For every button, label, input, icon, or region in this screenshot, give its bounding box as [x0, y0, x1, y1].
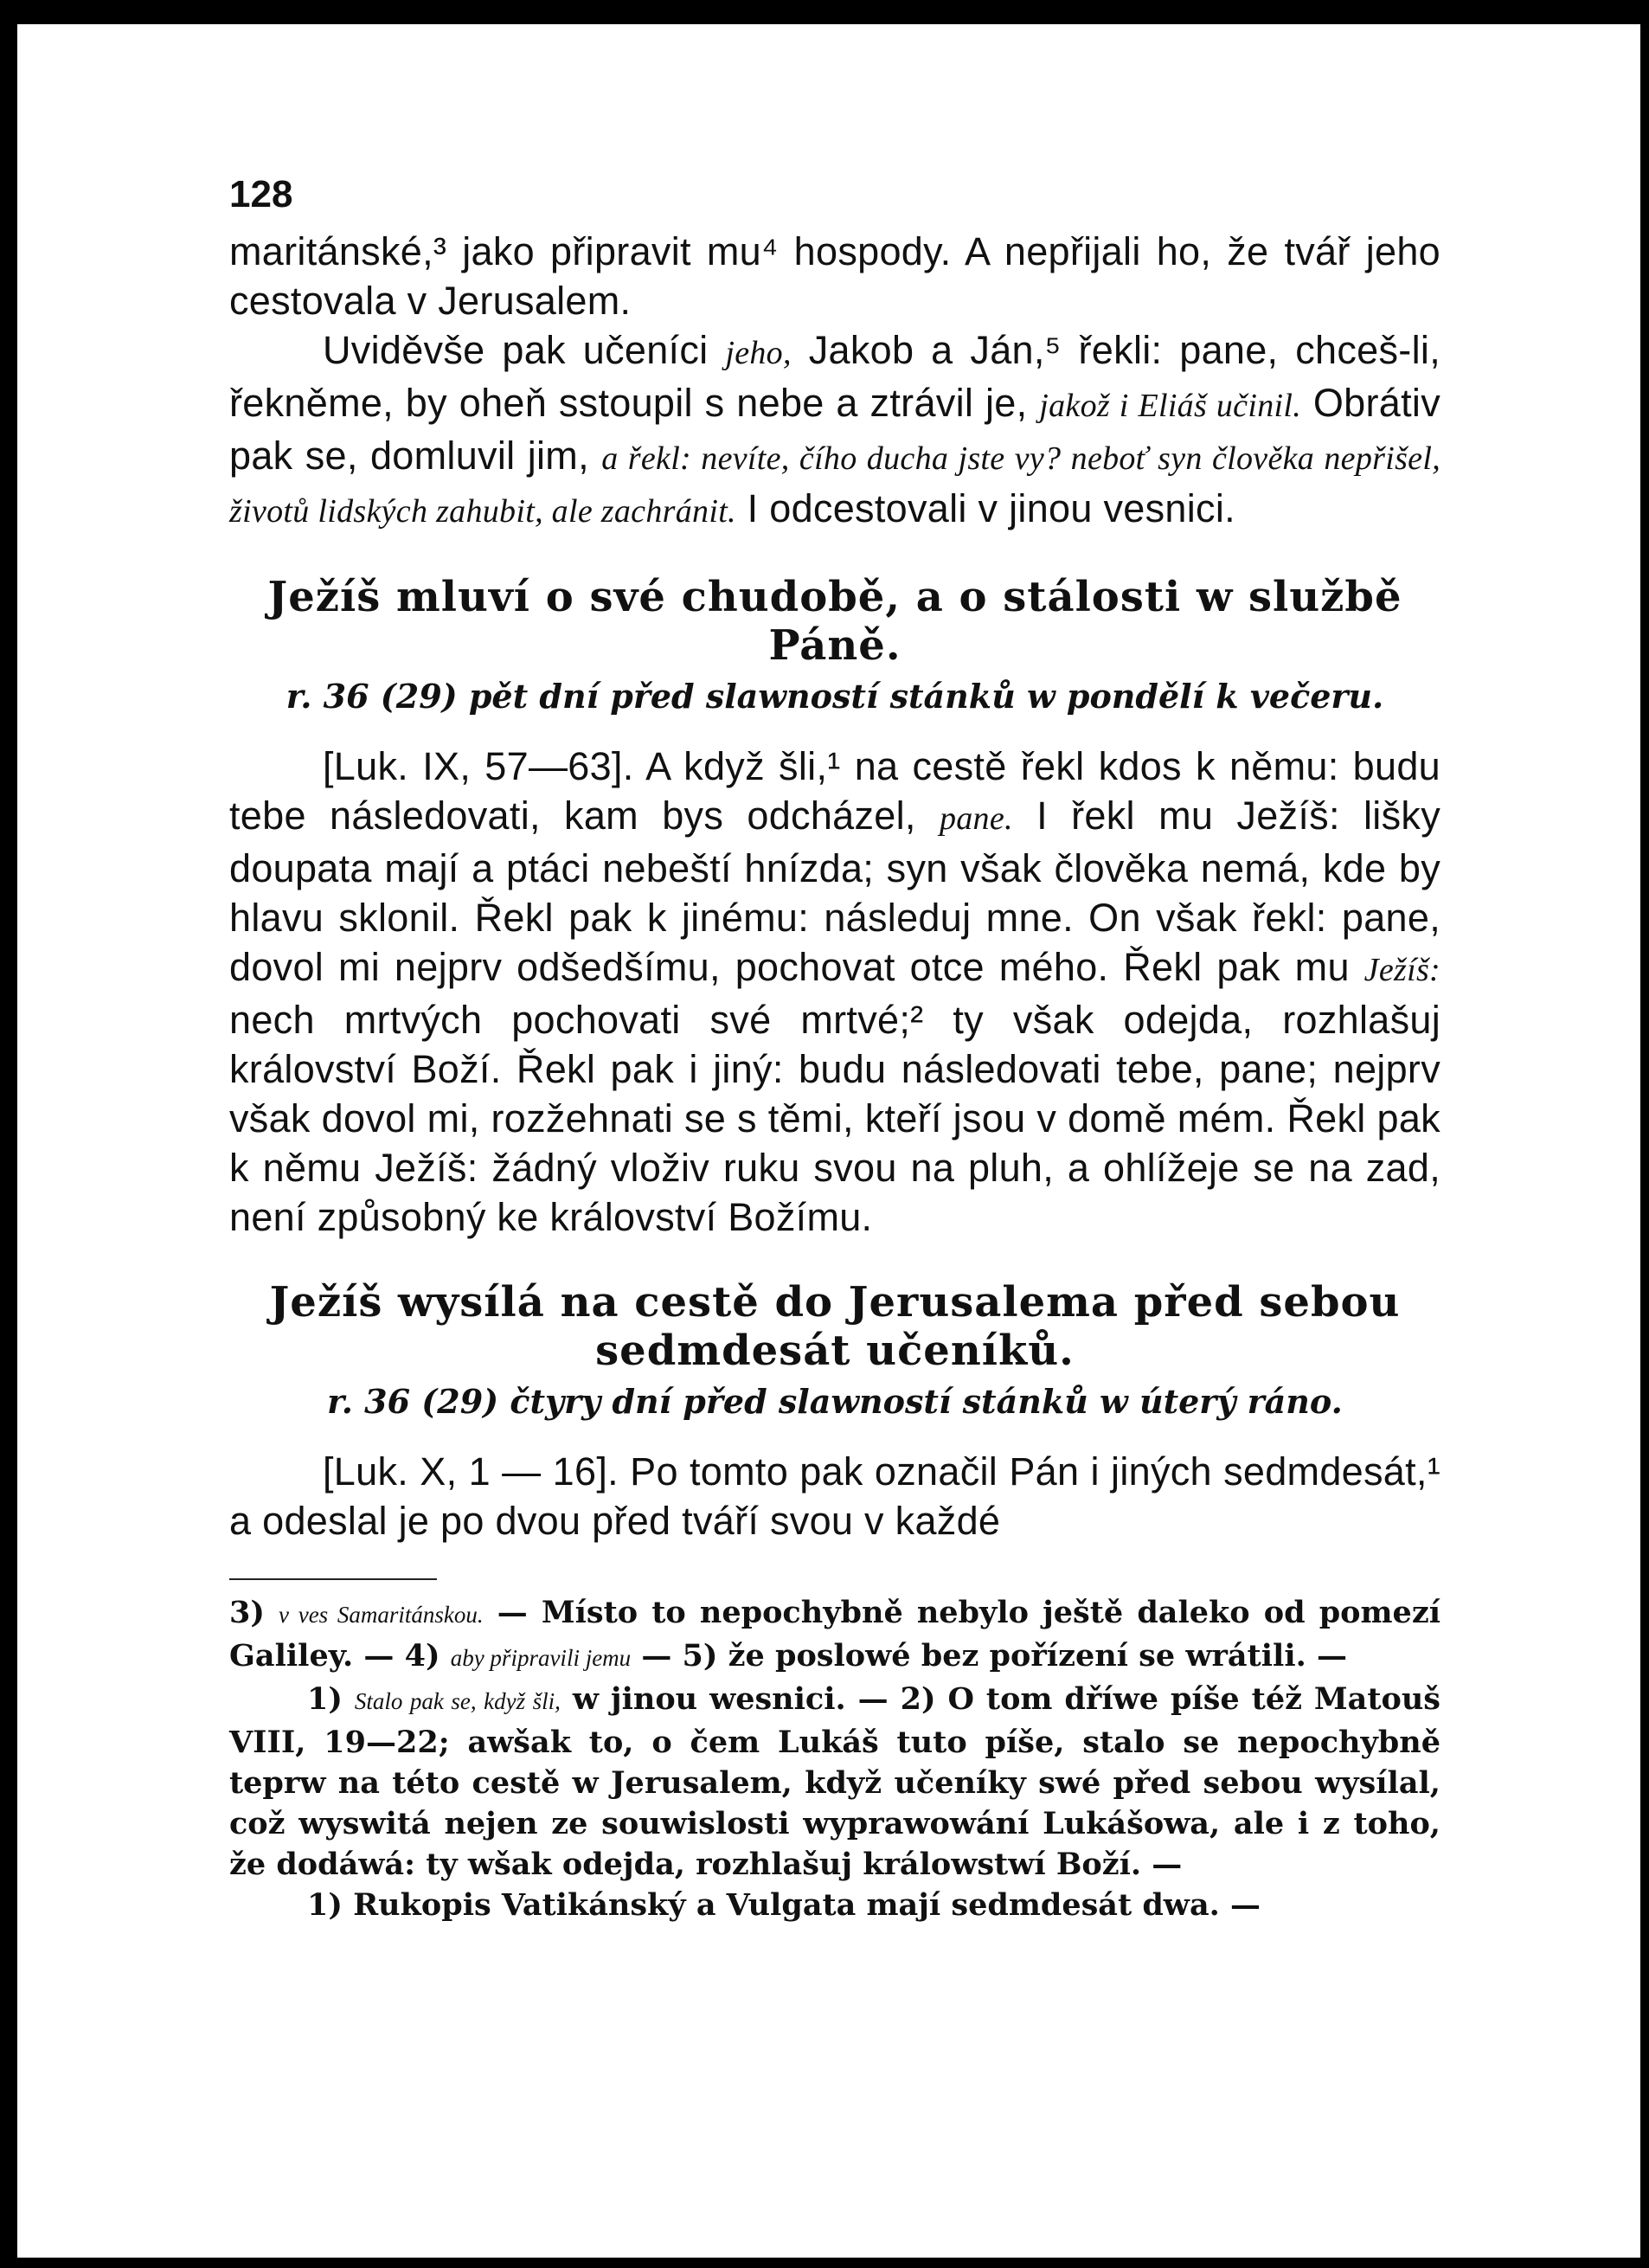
section-1-heading: Ježíš mluví o své chudobě, a o stálosti w službě Páně.: [267, 573, 1402, 670]
italic-run: aby připravili jemu: [450, 1645, 632, 1671]
book-page: [229, 173, 1440, 1925]
italic-run: jakož i Eliáš učinil.: [1039, 388, 1302, 424]
text-run: [Luk. IX, 57—63]. A když šli,¹ na cestě řekl kdos k němu: budu tebe následovati, kam bys odcházel,: [229, 744, 1440, 838]
section-2-paragraph: [Luk. X, 1 — 16]. Po tomto pak označil Pán i jiných sedmdesát,¹ a odeslal je po dvou před tváří svou v každé: [229, 1449, 1440, 1543]
footnote-divider: [229, 1578, 437, 1580]
text-run: nech mrtvých pochovati své mrtvé;² ty však odejda, rozhlašuj království Boží. Řekl pak i jiný: budu následovati tebe, pane; nejprv však dovol mi, rozžehnati se s těmi, kteří jsou v domě mém. Řekl pak k němu Ježíš: žádný vloživ ruku svou na pluh, a ohlížeje se na zad, není způsobný ke království Božímu.: [229, 998, 1440, 1239]
section-1-subheading: r. 36 (29) pět dní před slawností stánků w pondělí k večeru.: [286, 677, 1384, 716]
text-run: 1): [307, 1681, 355, 1717]
text-run: I řekl mu Ježíš: lišky doupata mají a ptáci nebeští hnízda; syn však člověka nemá, kde by hlavu sklonil. Řekl pak k jinému: následuj mne. On však řekl: pane, dovol mi nejprv odšedšímu, pochovat otce mého. Řekl pak mu: [229, 793, 1441, 989]
text-run: 3): [229, 1595, 279, 1630]
footnote-block-1: [229, 1592, 1440, 1679]
italic-run: v ves Samaritánskou.: [279, 1602, 484, 1628]
text-run: Jakob a Ján,⁵ řekli: pane, chceš-li, řekněme, by oheň sstoupil s nebe a ztrávil je,: [229, 328, 1440, 425]
paragraph-1: maritánské,³ jako připravit mu⁴ hospody. A nepřijali ho, že tvář jeho cestovala v Jerusalem.: [229, 229, 1440, 323]
footnote-block-2: [229, 1679, 1440, 1885]
section-1-paragraph: [229, 742, 1440, 1242]
italic-run: pane.: [939, 800, 1013, 837]
scan-border-right: [1640, 0, 1649, 2268]
footnote-block-3: 1) Rukopis Vatikánský a Vulgata mají sedmdesát dwa. —: [307, 1887, 1261, 1923]
text-run: Uviděvše pak učeníci: [323, 328, 726, 372]
text-run: — 5) že poslowé bez pořízení se wrátili. —: [631, 1638, 1347, 1674]
italic-run: jeho,: [725, 335, 792, 371]
text-run: — Místo to nepochybně nebylo ještě daleko od pomezí Galiley. — 4): [229, 1595, 1440, 1674]
scan-border-left: [0, 0, 17, 2268]
scan-border-top: [0, 0, 1649, 24]
paragraph-2: [229, 325, 1440, 536]
italic-run: Stalo pak se, když šli,: [354, 1688, 561, 1714]
italic-run: a řekl: nevíte, čího ducha jste vy? neboť syn člověka nepřišel, životů lidských zahubit, ale zachránit.: [229, 440, 1440, 530]
text-run: Obrátiv pak se, domluvil jim,: [229, 381, 1440, 478]
page-number: 128: [229, 173, 293, 215]
text-run: I odcestovali v jinou vesnici.: [735, 486, 1235, 530]
section-2-heading: Ježíš wysílá na cestě do Jerusalema před sebou sedmdesát učeníků.: [269, 1278, 1401, 1375]
italic-run: Ježíš:: [1363, 952, 1440, 988]
scan-border-bottom: [0, 2258, 1649, 2268]
section-2-subheading: r. 36 (29) čtyry dní před slawností stánků w úterý ráno.: [327, 1382, 1343, 1421]
text-run: w jinou wesnici. — 2) O tom dříwe píše též Matouš VIII, 19—22; awšak to, o čem Lukáš tuto píše, stalo se nepochybně teprw na této cestě w Jerusalem, když učeníky swé před sebou wysílal, což wyswitá nejen ze souwislosti wyprawowání Lukášowa, ale i z toho, že dodáwá: ty wšak odejda, rozhlašuj králowstwí Boží. —: [229, 1681, 1440, 1882]
